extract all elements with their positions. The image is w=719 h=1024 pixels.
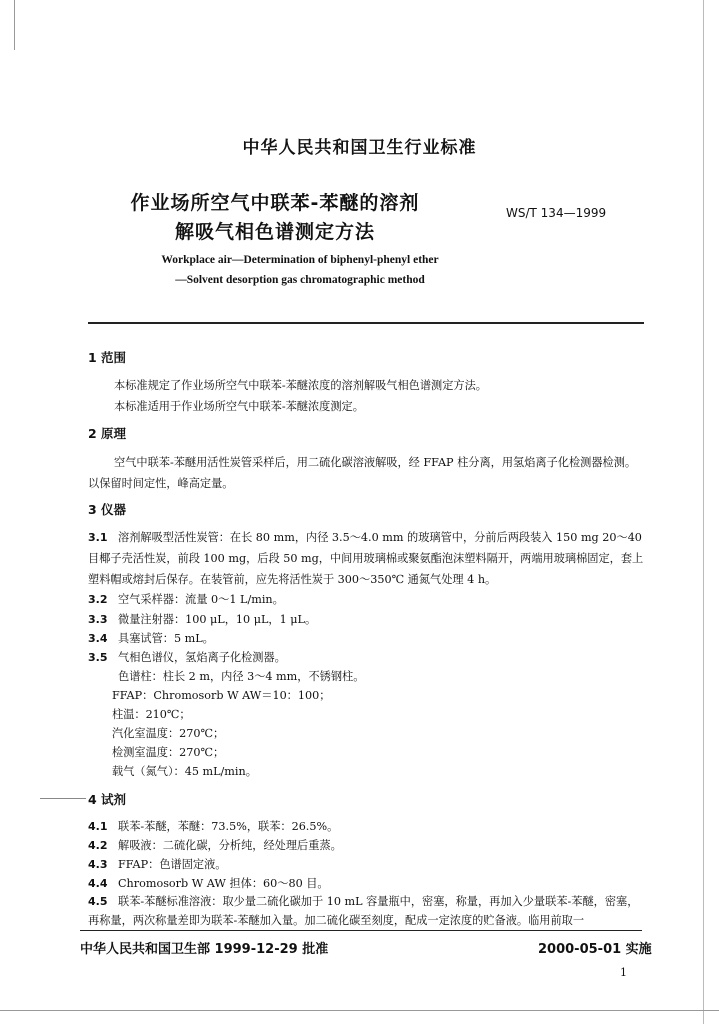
section-3-item-4 (88, 630, 214, 646)
approval-line: 中华人民共和国卫生部 1999-12-29 批准 (80, 942, 329, 957)
section-4-item-1 (88, 818, 338, 834)
item-number: 3.2 (88, 593, 108, 606)
item-number: 3.1 (88, 531, 108, 544)
section-4-item-5 (88, 892, 644, 930)
item-number: 4.4 (88, 877, 108, 890)
bottom-divider (80, 930, 642, 931)
margin-mark (40, 798, 86, 799)
item-number: 4.2 (88, 839, 108, 852)
scan-edge-right (703, 0, 704, 1024)
section-3-item-1 (88, 527, 644, 590)
item-text: 联苯-苯醚，苯醚：73.5%，联苯：26.5%。 (118, 820, 339, 833)
section-4-item-3 (88, 856, 226, 872)
condition-carrier-gas: 载气（氮气）：45 mL/min。 (112, 765, 257, 778)
section-1-para-2: 本标准适用于作业场所空气中联苯-苯醚浓度测定。 (114, 400, 364, 413)
section-4-item-4 (88, 875, 329, 891)
item-text: 空气采样器：流量 0～1 L/min。 (118, 593, 284, 606)
item-text: 溶剂解吸型活性炭管：在长 80 mm，内径 3.5～4.0 mm 的玻璃管中，分前后两段装入 150 mg 20～40 目椰子壳活性炭，前段 100 mg，后段 50 mg，中间用玻璃棉或聚氨酯泡沫塑料隔开，两端用玻璃棉固定，套上塑料帽或熔封后保存。在装管前，应先将活性炭于 300～350℃ 通氮气处理 4 h。 (88, 531, 644, 586)
scan-edge-left (14, 0, 15, 50)
standard-number: WS/T 134—1999 (506, 206, 607, 220)
item-text: 微量注射器：100 μL，10 μL，1 μL。 (118, 613, 317, 626)
item-text: FFAP：色谱固定液。 (118, 858, 227, 871)
section-3-item-3 (88, 611, 316, 627)
item-number: 4.5 (88, 895, 108, 908)
section-1-heading: 1 范围 (88, 350, 127, 365)
item-number: 3.4 (88, 632, 108, 645)
page-number: 1 (620, 966, 627, 979)
title-en-line-1: Workplace air—Determination of biphenyl-phenyl ether (161, 254, 439, 266)
item-text: 具塞试管：5 mL。 (118, 632, 214, 645)
section-4-item-2 (88, 837, 342, 853)
title-cn-line-2: 解吸气相色谱测定方法 (174, 221, 375, 243)
item-text: Chromosorb W AW 担体：60～80 目。 (118, 877, 329, 890)
condition-ffap: FFAP：Chromosorb W AW＝10：100； (112, 689, 331, 702)
scan-edge-bottom (0, 1010, 719, 1011)
section-1-para-1: 本标准规定了作业场所空气中联苯-苯醚浓度的溶剂解吸气相色谱测定方法。 (114, 379, 487, 392)
condition-detector-temp: 检测室温度：270℃； (112, 746, 225, 759)
section-1-body (88, 375, 644, 417)
item-number: 4.3 (88, 858, 108, 871)
title-cn-line-1: 作业场所空气中联苯-苯醚的溶剂 (130, 192, 420, 214)
section-2-body (88, 452, 644, 494)
condition-column: 色谱柱：柱长 2 m，内径 3～4 mm，不锈钢柱。 (118, 670, 365, 683)
org-header: 中华人民共和国卫生行业标准 (242, 138, 477, 158)
section-3-heading: 3 仪器 (88, 502, 127, 517)
item-text: 解吸液：二硫化碳，分析纯，经处理后重蒸。 (118, 839, 342, 852)
section-4-heading: 4 试剂 (88, 792, 127, 807)
item-number: 3.3 (88, 613, 108, 626)
item-number: 3.5 (88, 651, 108, 664)
item-number: 4.1 (88, 820, 108, 833)
top-divider (88, 322, 644, 324)
condition-vaporizer-temp: 汽化室温度：270℃； (112, 727, 225, 740)
condition-column-temp: 柱温：210℃； (112, 708, 191, 721)
item-text: 气相色谱仪，氢焰离子化检测器。 (118, 651, 286, 664)
section-3-item-5 (88, 649, 286, 665)
section-2-heading: 2 原理 (88, 426, 127, 441)
section-2-para-1: 空气中联苯-苯醚用活性炭管采样后，用二硫化碳溶液解吸，经 FFAP 柱分离，用氢焰离子化检测器检测。以保留时间定性，峰高定量。 (88, 456, 637, 490)
section-3-item-2 (88, 591, 284, 607)
title-en-line-2: —Solvent desorption gas chromatographic method (175, 274, 425, 286)
item-text: 联苯-苯醚标准溶液：取少量二硫化碳加于 10 mL 容量瓶中，密塞，称量，再加入少量联苯-苯醚，密塞，再称量，两次称量差即为联苯-苯醚加入量。加二硫化碳至刻度，配成一定浓度的贮备液。临用前取一 (88, 895, 639, 927)
implementation-date: 2000-05-01 实施 (538, 942, 652, 957)
